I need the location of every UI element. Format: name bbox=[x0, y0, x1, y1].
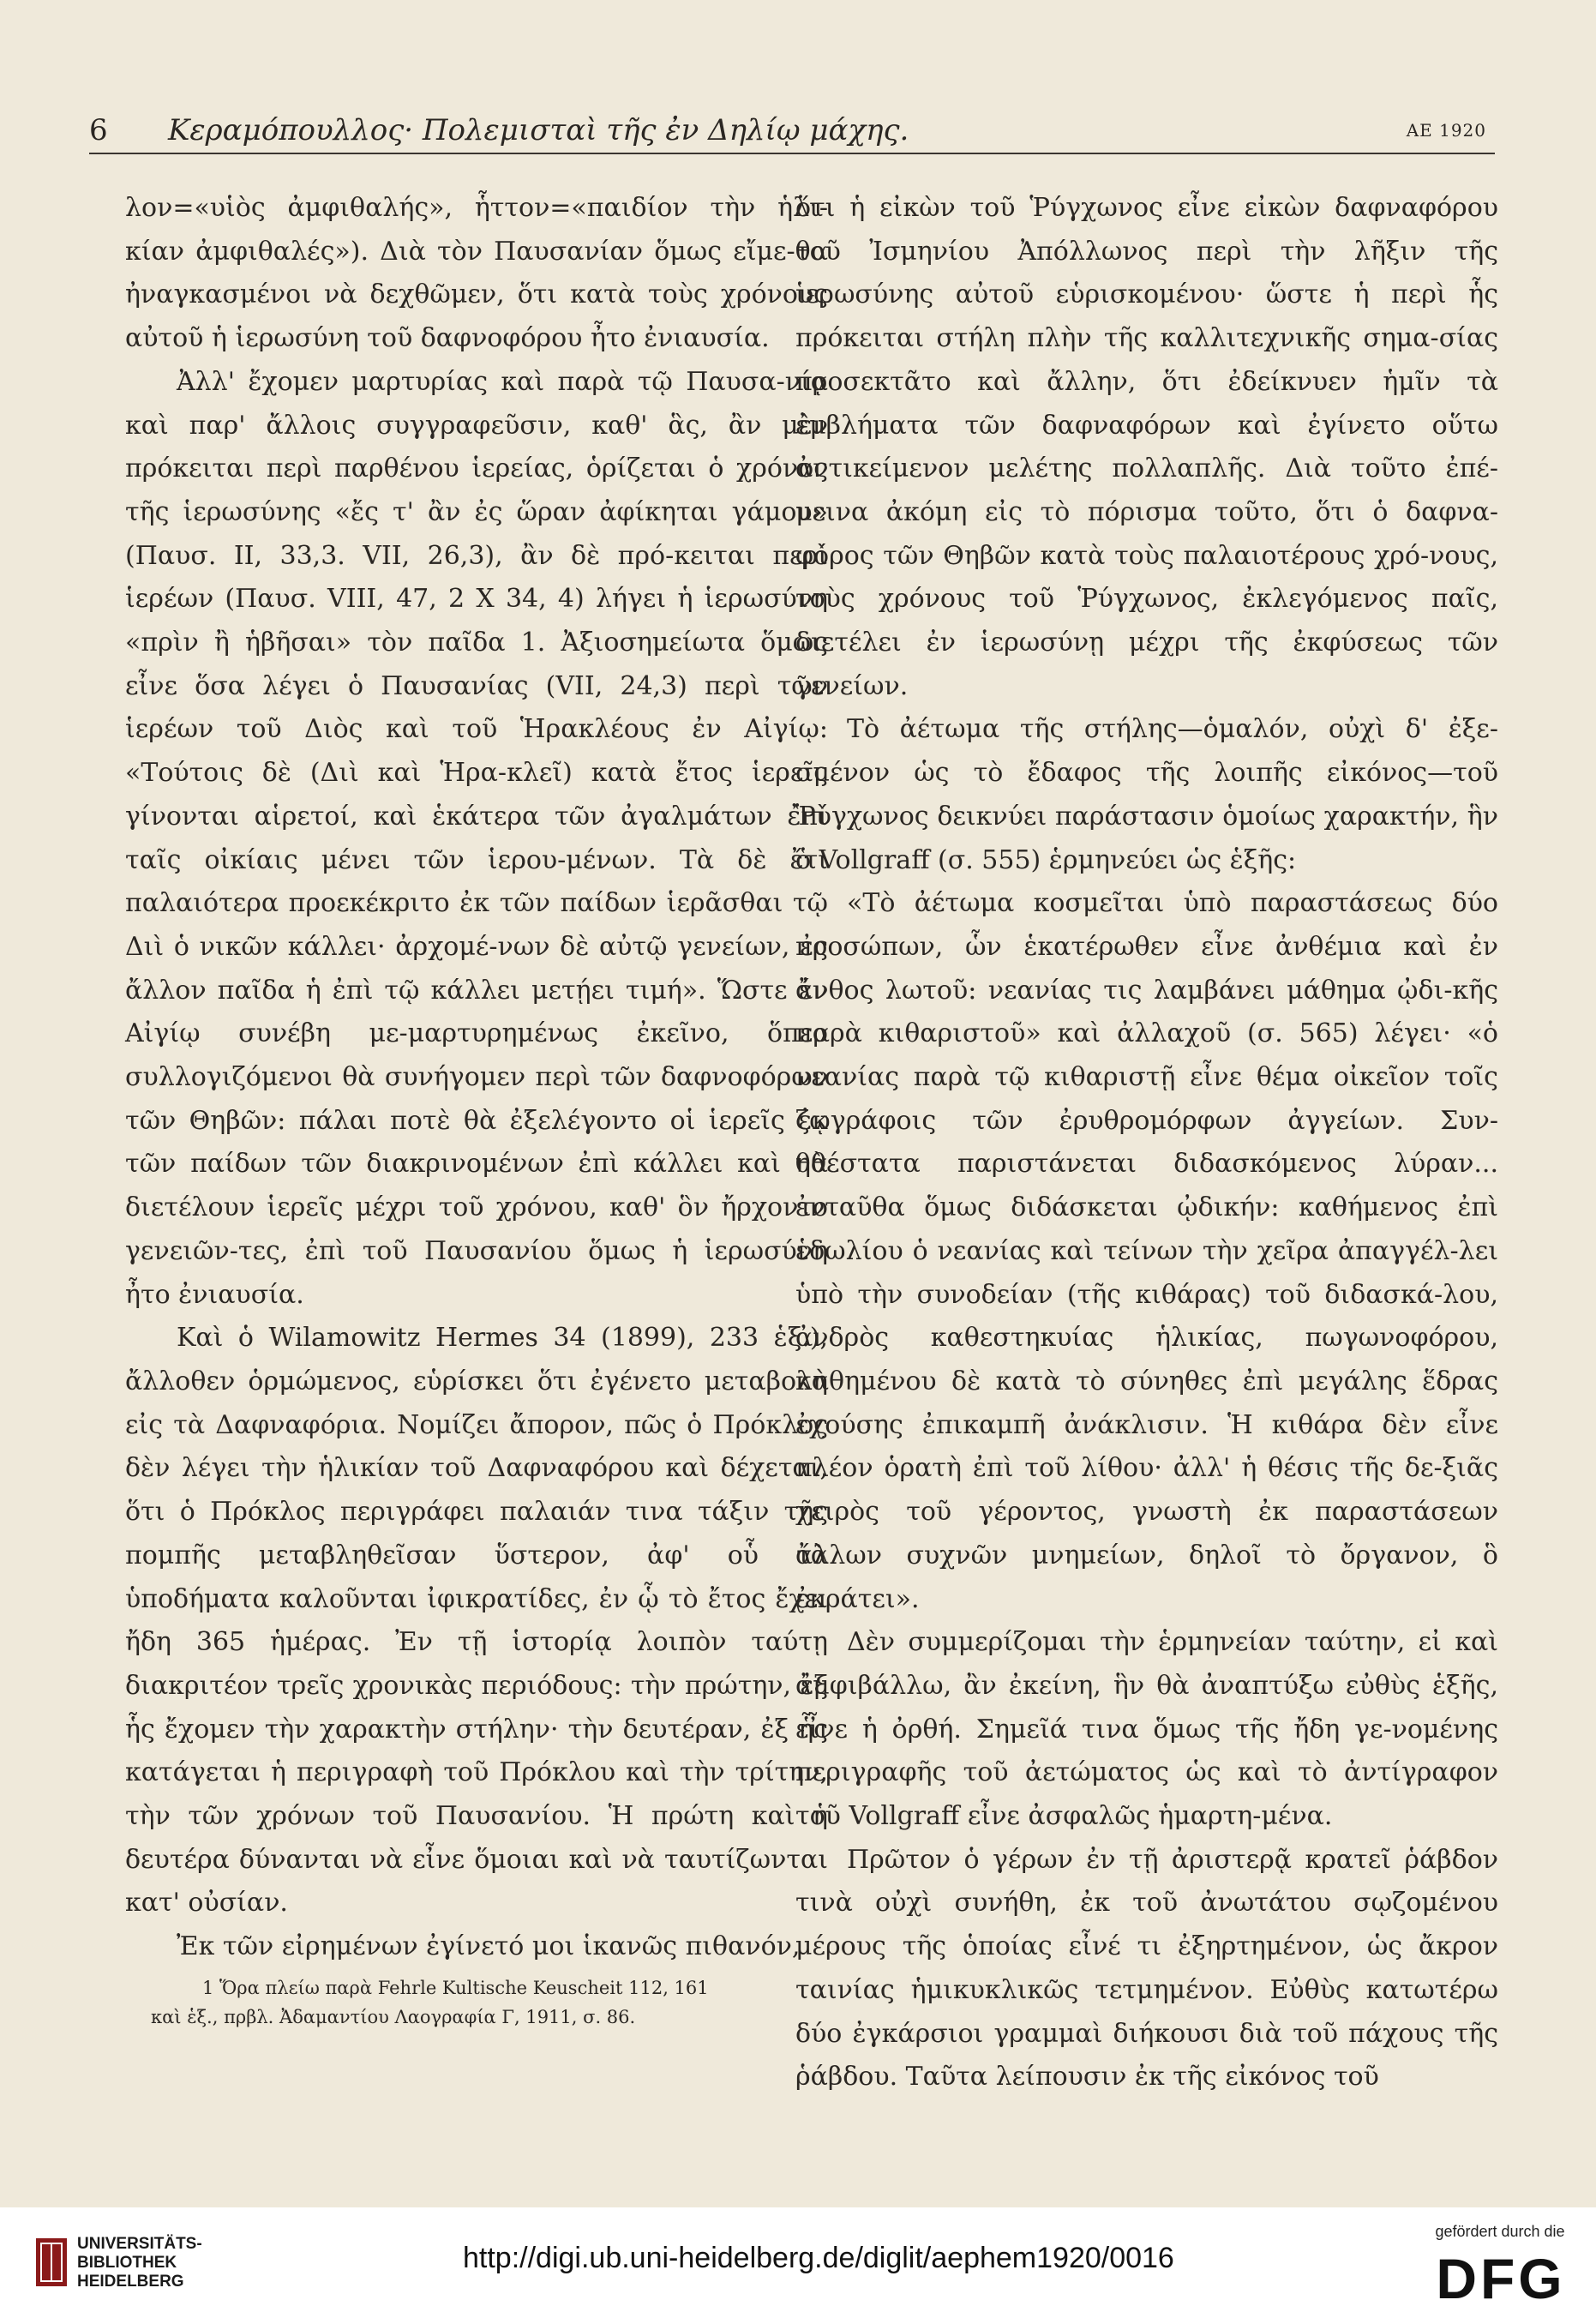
university-seal-icon bbox=[34, 2237, 69, 2288]
paragraph: λον=«υἱὸς ἀμφιθαλής», ἧττον=«παιδίον τὴν ἡλι-κίαν ἀμφιθαλές»). Διὰ τὸν Παυσανίαν ὅμως εἴμε-θα ἠναγκασμένοι νὰ δεχθῶμεν, ὅτι κατὰ τοὺς χρόνους αὐτοῦ ἡ ἱερωσύνη τοῦ δαφνοφόρου ἦτο ἐνιαυσία. bbox=[125, 193, 828, 354]
journal-reference: ΑΕ 1920 bbox=[1406, 120, 1486, 141]
paragraph: Ἀλλ' ἔχομεν μαρτυρίας καὶ παρὰ τῷ Παυσα-νίᾳ καὶ παρ' ἄλλοις συγγραφεῦσιν, καθ' ἃς, ἂν μὲν πρόκειται περὶ παρθένου ἱερείας, ὁρίζεται ὁ χρόνος τῆς ἱερωσύνης «ἔς τ' ἂν ἐς ὥραν ἀφίκηται γάμου» (Παυσ. II, 33,3. VII, 26,3), ἂν δὲ πρό-κειται περὶ ἱερέων (Παυσ. VIII, 47, 2 X 34, 4) λήγει ἡ ἱερωσύνη «πρὶν ἢ ἡβῆσαι» τὸν παῖδα 1. Ἀξιοσημείωτα ὅμως εἶνε ὅσα λέγει ὁ Παυσανίας (VII, 24,3) περὶ τῶν ἱερέων τοῦ Διὸς καὶ τοῦ Ἡρακλέους ἐν Αἰγίῳ: «Τούτοις δὲ (Διὶ καὶ Ἡρα-κλεῖ) κατὰ ἔτος ἱερεῖς γίνονται αἱρετοί, καὶ ἑκάτερα τῶν ἀγαλμάτων ἐπὶ ταῖς οἰκίαις μένει τῶν ἱερου-μένων. Τὰ δὲ ἔτι παλαιότερα προεκέκριτο ἐκ τῶν παίδων ἱερᾶσθαι τῷ Διὶ ὁ νικῶν κάλλει· ἀρχομέ-νων δὲ αὐτῷ γενείων, ἐς ἄλλον παῖδα ἡ ἐπὶ τῷ κάλλει μετῄει τιμή». Ὥστε ἐν Αἰγίῳ συνέβη με-μαρτυρημένως ἐκεῖνο, ὅπερ συλλογιζόμενοι θὰ συνήγομεν περὶ τῶν δαφνοφόρων τῶν Θηβῶν: πάλαι ποτὲ θὰ ἐξελέγοντο οἱ ἱερεῖς ἐκ τῶν παίδων τῶν διακρινομένων ἐπὶ κάλλει καὶ θὰ διετέλουν ἱερεῖς μέχρι τοῦ χρόνου, καθ' ὃν ἤρχοντο γενειῶν-τες, ἐπὶ τοῦ Παυσανίου ὅμως ἡ ἱερωσύνη ἦτο ἐνιαυσία. bbox=[125, 366, 828, 1310]
paragraph: ὅτι ἡ εἰκὼν τοῦ Ῥύγχωνος εἶνε εἰκὼν δαφναφόρου τοῦ Ἰσμηνίου Ἀπόλλωνος περὶ τὴν λῆξιν τῆς ἱερωσύνης αὐτοῦ εὑρισκομένου· ὥστε ἡ περὶ ἧς πρόκειται στήλη πλὴν τῆς καλλιτεχνικῆς σημα-σίας προσεκτᾶτο καὶ ἄλλην, ὅτι ἐδείκνυεν ἡμῖν τὰ ἐμβλήματα τῶν δαφναφόρων καὶ ἐγίνετο οὕτω ἀντικείμενον μελέτης πολλαπλῆς. Διὰ τοῦτο ἐπέ-μεινα ἀκόμη εἰς τὸ πόρισμα τοῦτο, ὅτι ὁ δαφνα-φόρος τῶν Θηβῶν κατὰ τοὺς παλαιοτέρους χρό-νους, τοὺς χρόνους τοῦ Ῥύγχωνος, ἐκλεγόμενος παῖς, διετέλει ἐν ἱερωσύνῃ μέχρι τῆς ἐκφύσεως τῶν γενείων. bbox=[795, 193, 1498, 701]
library-name-line: UNIVERSITÄTS- bbox=[77, 2235, 202, 2253]
library-name-line: HEIDELBERG bbox=[77, 2273, 184, 2291]
page-header bbox=[89, 101, 1495, 154]
paragraph: Δὲν συμμερίζομαι τὴν ἑρμηνείαν ταύτην, εἰ καὶ ἀμφιβάλλω, ἂν ἐκείνη, ἣν θὰ ἀναπτύξω εὐθὺς ἑξῆς, εἶνε ἡ ὀρθή. Σημεῖά τινα ὅμως τῆς ἤδη γε-νομένης περιγραφῆς τοῦ ἀετώματος ὡς καὶ τὸ ἀντίγραφον τοῦ Vollgraff εἶνε ἀσφαλῶς ἡμαρτη-μένα. bbox=[795, 1627, 1498, 1832]
source-url-link[interactable]: http://digi.ub.uni-heidelberg.de/diglit/aephem1920/0016 bbox=[463, 2242, 1174, 2274]
paragraph: Πρῶτον ὁ γέρων ἐν τῇ ἀριστερᾷ κρατεῖ ῥάβδον τινὰ οὐχὶ συνήθη, ἐκ τοῦ ἀνωτάτου σῳζομένου μέρους τῆς ὁποίας εἶνέ τι ἐξηρτημένον, ὡς ἄκρον ταινίας ἡμικυκλικῶς τετμημένον. Εὐθὺς κατωτέρω δύο ἐγκάρσιοι γραμμαὶ διήκουσι διὰ τοῦ πάχους τῆς ῥάβδου. Ταῦτα λείπουσιν ἐκ τῆς εἰκόνος τοῦ bbox=[795, 1844, 1498, 2093]
paragraph: Τὸ ἀέτωμα τῆς στήλης—ὁμαλόν, οὐχὶ δ' ἐξε-σμένον ὡς τὸ ἔδαφος τῆς λοιπῆς εἰκόνος—τοῦ Ῥύγχωνος δεικνύει παράστασιν ὁμοίως χαρακτήν, ἣν ὁ Vollgraff (σ. 555) ἑρμηνεύει ὡς ἑξῆς: bbox=[795, 714, 1498, 875]
paragraph: Καὶ ὁ Wilamowitz Hermes 34 (1899), 233 ἑξ.), ἄλλοθεν ὁρμώμενος, εὑρίσκει ὅτι ἐγένετο μεταβολὴ εἰς τὰ Δαφναφόρια. Νομίζει ἄπορον, πῶς ὁ Πρόκλος δὲν λέγει τὴν ἡλικίαν τοῦ Δαφναφόρου καὶ δέχεται, ὅτι ὁ Πρόκλος περιγράφει παλαιάν τινα τάξιν τῆς πομπῆς μεταβληθεῖσαν ὕστερον, ἀφ' οὗ τὰ ὑποδήματα καλοῦνται ἰφικρατίδες, ἐν ᾧ τὸ ἔτος ἔχει ἤδη 365 ἡμέρας. Ἐν τῇ ἱστορίᾳ λοιπὸν ταύτῃ διακριτέον τρεῖς χρονικὰς περιόδους: τὴν πρώτην, ἐξ ἧς ἔχομεν τὴν χαρακτὴν στήλην· τὴν δευτέραν, ἐξ ἧς κατάγεται ἡ περιγραφὴ τοῦ Πρόκλου καὶ τὴν τρίτην, τὴν τῶν χρόνων τοῦ Παυσανίου. Ἡ πρώτη καὶ ἡ δευτέρα δύνανται νὰ εἶνε ὅμοιαι καὶ νὰ ταυτίζωνται κατ' οὐσίαν. bbox=[125, 1323, 828, 1919]
footnote-line: καὶ ἑξ., πρβλ. Ἀδαμαντίου Λαογραφία Γ, 1911, σ. 86. bbox=[151, 2007, 636, 2027]
footnote-line: 1 Ὅρα πλείω παρὰ Fehrle Kultische Keuscheit 112, 161 bbox=[202, 1978, 709, 1998]
paragraph: Ἐκ τῶν εἰρημένων ἐγίνετό μοι ἱκανῶς πιθανόν, bbox=[177, 1931, 801, 1962]
footnotes bbox=[151, 1973, 802, 2032]
page-number: 6 bbox=[89, 113, 108, 147]
paragraph: «Τὸ ἀέτωμα κοσμεῖται ὑπὸ παραστάσεως δύο προσώπων, ὧν ἑκατέρωθεν εἶνε ἀνθέμια καὶ ἐν ἄνθος λωτοῦ: νεανίας τις λαμβάνει μάθημα ᾠδι-κῆς παρὰ κιθαριστοῦ» καὶ ἀλλαχοῦ (σ. 565) λέγει· «ὁ νεανίας παρὰ τῷ κιθαριστῇ εἶνε θέμα οἰκεῖον τοῖς ζῳγράφοις τῶν ἐρυθρομόρφων ἀγγείων. Συν-ηθέστατα παριστάνεται διδασκόμενος λύραν... ἐνταῦθα ὅμως διδάσκεται ᾠδικήν: καθήμενος ἐπὶ ἑδωλίου ὁ νεανίας καὶ τείνων τὴν χεῖρα ἀπαγγέλ-λει ὑπὸ τὴν συνοδείαν (τῆς κιθάρας) τοῦ διδασκά-λου, ἀνδρὸς καθεστηκυίας ἡλικίας, πωγωνοφόρου, καθημένου δὲ κατὰ τὸ σύνηθες ἐπὶ μεγάλης ἕδρας ἐχούσης ἐπικαμπῆ ἀνάκλισιν. Ἡ κιθάρα δὲν εἶνε πλέον ὁρατὴ ἐπὶ τοῦ λίθου· ἀλλ' ἡ θέσις τῆς δε-ξιᾶς χειρὸς τοῦ γέροντος, γνωστὴ ἐκ παραστάσεων ἄλλων συχνῶν μνημείων, δηλοῖ τὸ ὄργανον, ὃ ἐκράτει». bbox=[795, 888, 1498, 1614]
library-logo-text bbox=[77, 2235, 202, 2291]
dfg-logo: DFG bbox=[1436, 2247, 1566, 2310]
library-name-line: BIBLIOTHEK bbox=[77, 2254, 177, 2272]
funding-note: gefördert durch die bbox=[1435, 2223, 1565, 2240]
left-text-column bbox=[125, 187, 828, 1969]
running-title: Κεραμόπουλλος· Πολεμισταὶ τῆς ἐν Δηλίῳ μάχης. bbox=[168, 113, 909, 147]
right-text-column bbox=[795, 187, 1498, 2099]
digitization-footer bbox=[0, 2207, 1596, 2324]
